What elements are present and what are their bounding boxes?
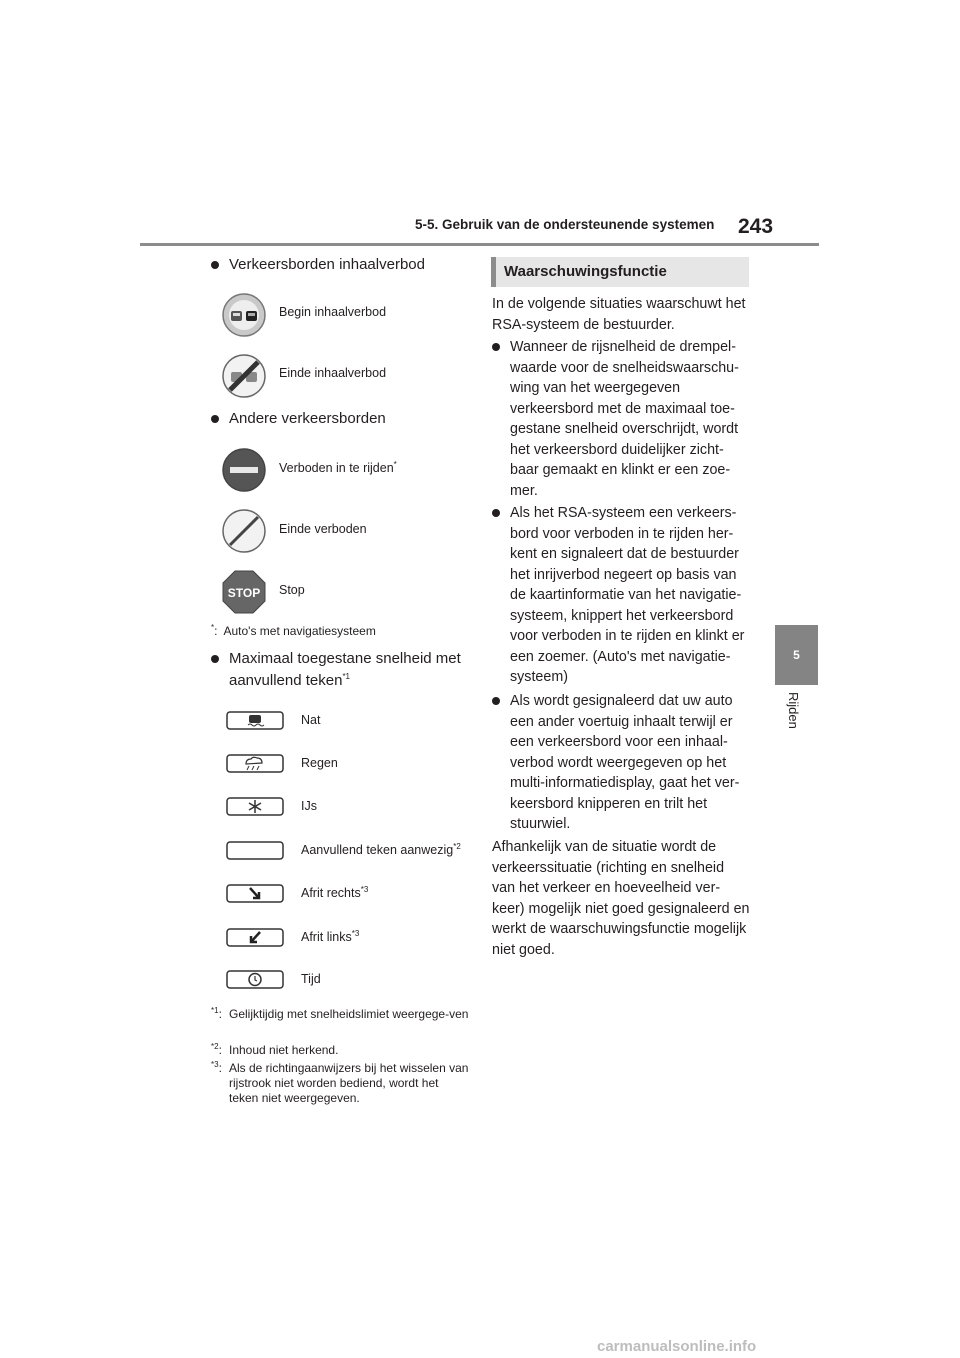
intro-paragraph: In de volgende situaties waarschuwt het RSA-systeem de bestuurder. <box>492 296 746 333</box>
sign-label: Verboden in te rijden* <box>279 459 397 475</box>
section-title: 5-5. Gebruik van de ondersteunende systemen <box>415 217 715 232</box>
stop-sign-text: STOP <box>227 586 261 600</box>
panel-label: Afrit links$^{*3}$ <box>301 928 360 944</box>
sign-label: Begin inhaalverbod <box>279 305 387 319</box>
watermark: carmanualsonline.info <box>597 1338 757 1355</box>
footnote-1: $^{*1}$: Gelijktijdig met snelheidslimiet weergege-ven <box>211 1006 469 1021</box>
warning-bullet-speed: Wanneer de rijsnelheid de drempel-waarde voor de snelheidswaarschu-wing van het weergegeven verkeersbord met de maximaal toe-gestane snelheid overschrijdt, wordt het verkeersbord duidelijker zicht-baar gemaakt en klinkt er een zoe-mer. <box>492 337 750 501</box>
page-number: 243 <box>738 215 774 238</box>
no-entry-sign-icon <box>222 448 266 492</box>
sign-label: Stop <box>279 583 305 597</box>
panel-label: IJs <box>301 799 317 813</box>
footnote-3: $^{*3}$: Als de richtingaanwijzers bij het wisselen van rijstrook niet worden bediend, wordt het teken niet weergegeven. <box>211 1060 469 1105</box>
overtaking-prohibited-sign-icon <box>222 293 266 337</box>
snowflake-panel-icon <box>226 797 284 816</box>
panel-label: Regen <box>301 756 338 770</box>
sign-label: Einde verboden <box>279 522 367 536</box>
end-overtaking-prohibited-sign-icon <box>222 354 266 398</box>
footnote-2: $^{*2}$: Inhoud niet herkend. <box>211 1042 339 1057</box>
stop-sign-icon <box>222 570 266 614</box>
closing-paragraph: Afhankelijk van de situatie wordt de verkeerssituatie (richting en snelheid van het verkeer en hoeveelheid ver-keer) mogelijk niet goed gesignaleerd en werkt de waarschuwingsfunctie mogelijk niet goed. <box>492 839 750 958</box>
bullet-speed-limit-additional: Maximaal toegestane snelheid met aanvullend teken$^{*1}$ <box>211 648 471 692</box>
bullet-overtaking-signs: Verkeersborden inhaalverbod <box>211 255 425 275</box>
warning-function-heading: Waarschuwingsfunctie <box>491 257 749 287</box>
arrow-down-left-panel-icon <box>226 928 284 947</box>
chapter-label: Rijden <box>786 692 801 729</box>
warning-bullet-no-entry: Als het RSA-systeem een verkeers-bord voor verboden in te rijden her-kent en signaleert dat de bestuurder het inrijverbod negeert op basis van de kaartinformatie van het navigatie-systeem, knippert het verkeersbord voor verboden in te rijden en klinkt er een zoemer. (Auto's met navigatie-systeem) <box>492 503 750 688</box>
wet-road-panel-icon <box>226 711 284 730</box>
end-of-restrictions-sign-icon <box>222 509 266 553</box>
blank-panel-icon <box>226 841 284 860</box>
warning-bullet-overtaking: Als wordt gesignaleerd dat uw auto een ander voertuig inhaalt terwijl er een verkeersbord voor een inhaal-verbod wordt weergegeven op het multi-informatiedisplay, gaat het ver-keersbord knipperen en trilt het stuurwiel. <box>492 691 750 835</box>
header-rule <box>140 243 819 246</box>
rain-panel-icon <box>226 754 284 773</box>
footnote-star: *: Auto's met navigatiesysteem <box>211 623 376 638</box>
chapter-tab[interactable]: 5 <box>775 625 818 685</box>
bullet-other-signs: Andere verkeersborden <box>211 409 386 429</box>
arrow-down-right-panel-icon <box>226 884 284 903</box>
clock-panel-icon <box>226 970 284 989</box>
panel-label: Afrit rechts$^{*3}$ <box>301 884 369 900</box>
panel-label: Tijd <box>301 972 321 986</box>
panel-label: Nat <box>301 713 321 727</box>
panel-label: Aanvullend teken aanwezig$^{*2}$ <box>301 841 461 857</box>
sign-label: Einde inhaalverbod <box>279 366 387 380</box>
